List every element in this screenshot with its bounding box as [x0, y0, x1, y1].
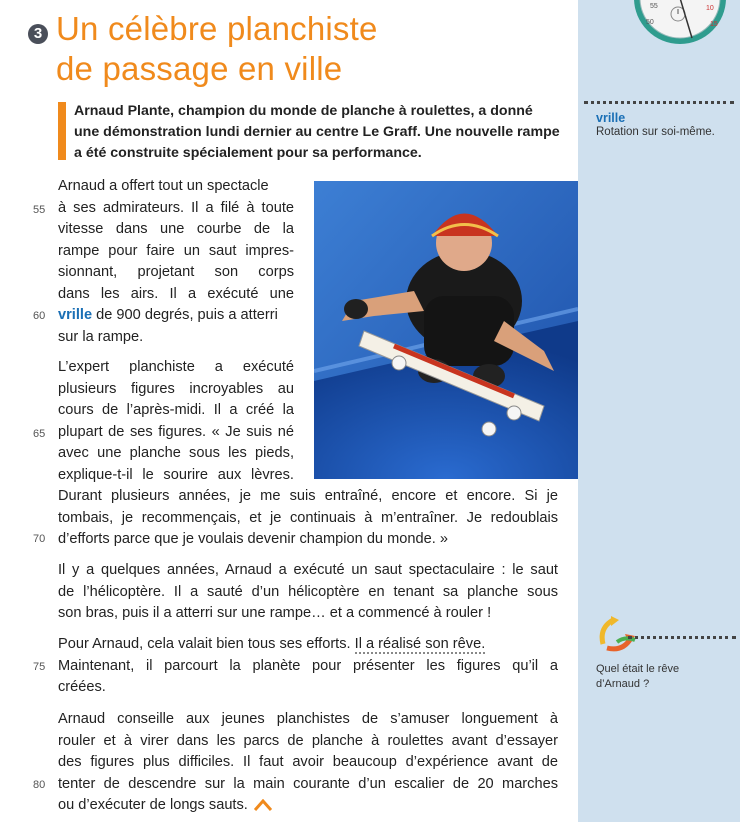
text-fragment: de 900 degrés, puis a atterri [92, 307, 278, 323]
text-line: rouler et à virer dans les parcs de planche à roulettes avant d’essayer [58, 732, 558, 749]
text-line: L’expert planchiste a exécuté [58, 359, 294, 375]
text-line: cours de l’après-midi. Il a créé la [58, 402, 294, 418]
text-line: créées. [58, 679, 106, 695]
text-line: avec une planche sous les pieds, [58, 445, 294, 461]
line-number-60: 60 [33, 310, 46, 322]
text-line: tenter de descendre sur la main courante d’un escalier de 20 marches [58, 775, 558, 792]
intro-line: une démonstration lundi dernier au centre Le Graff. Une nouvelle rampe [74, 124, 560, 140]
text-line: des figures plus difficiles. Il faut avoir beaucoup d’expérience avant de [58, 754, 558, 770]
line-number-80: 80 [33, 779, 46, 791]
text-line: vitesse dans une courbe de la [58, 221, 294, 237]
dial-mark-50: 50 [646, 19, 654, 26]
paragraph-3 [58, 560, 558, 625]
text-line [58, 634, 558, 656]
highlighted-sentence: Il a réalisé son rêve. [354, 636, 486, 652]
text-line: Il y a quelques années, Arnaud a exécuté un saut spectaculaire : le saut [58, 562, 558, 578]
text-line: dans les airs. Il a exécuté une [58, 285, 294, 302]
dial-mark-10: 10 [706, 5, 714, 12]
text-line: Arnaud a offert tout un spectacle [58, 178, 269, 194]
line-number-70: 70 [33, 533, 46, 545]
article-title-line-2: de passage en ville [56, 50, 343, 87]
text-line: de l’hélicoptère. Il a sauté d’un hélicoptère en tenant sa planche sous [58, 583, 558, 600]
text-line: rampe pour faire un saut impres- [58, 242, 294, 259]
text-line: plupart de ses figures. « Je suis né [58, 423, 294, 440]
text-line: son bras, puis il a atterri sur une rampe… et a commencé à rouler ! [58, 605, 492, 621]
line-number-75: 75 [33, 661, 46, 673]
intro-accent-bar [58, 102, 66, 160]
paragraph-2 [58, 357, 558, 551]
paragraph-4 [58, 634, 558, 699]
text-fragment: Pour Arnaud, cela valait bien tous ses efforts. [58, 636, 355, 652]
glossary-definition: Rotation sur soi-même. [596, 126, 715, 138]
dial-mark-15: 15 [710, 21, 718, 28]
intro-lead [74, 101, 560, 164]
question-line: Quel était le rêve [596, 663, 680, 675]
text-line [58, 305, 294, 327]
text-line: Durant plusieurs années, je me suis entraîné, encore et encore. Si je [58, 488, 558, 504]
text-line: Maintenant, il parcourt la planète pour présenter les figures qu’il a [58, 657, 558, 674]
line-number-65: 65 [33, 428, 46, 440]
text-line: d’efforts parce que je voulais devenir champion du monde. » [58, 531, 448, 547]
question-line: d’Arnaud ? [596, 678, 650, 690]
text-line: Arnaud conseille aux jeunes planchistes de s’amuser longuement à [58, 711, 558, 727]
paragraph-5 [58, 709, 558, 817]
glossary-term: vrille [596, 111, 626, 125]
margin-question [596, 662, 736, 692]
intro-line: Arnaud Plante, champion du monde de planche à roulettes, a donné [74, 103, 533, 119]
text-fragment: ou d’exécuter de longs sauts. [58, 797, 248, 813]
dial-mark-55: 55 [650, 3, 658, 10]
article-title-line-1: Un célèbre planchiste [56, 10, 378, 47]
end-mark-icon [254, 799, 272, 811]
text-line: plusieurs figures incroyables au [58, 380, 294, 397]
text-line: sionnant, projetant son corps [58, 264, 294, 280]
section-number-badge: 3 [28, 24, 48, 44]
comprehension-question-icon [595, 614, 637, 654]
glossary-word-vrille[interactable]: vrille [58, 307, 93, 323]
text-line: explique-t-il le sourire aux lèvres. [58, 466, 294, 483]
line-number-55: 55 [33, 204, 46, 216]
text-line: sur la rampe. [58, 328, 144, 345]
text-line [58, 795, 558, 817]
question-divider [628, 636, 736, 639]
glossary-divider [584, 101, 734, 104]
text-line: à ses admirateurs. Il a filé à toute [58, 199, 294, 216]
intro-line: a été construite spécialement pour sa performance. [74, 145, 422, 161]
text-line: tombais, je recommençais, et je continuais à m’entraîner. Je redoublais [58, 509, 558, 526]
paragraph-1 [58, 176, 294, 348]
stopwatch-icon [628, 0, 732, 46]
